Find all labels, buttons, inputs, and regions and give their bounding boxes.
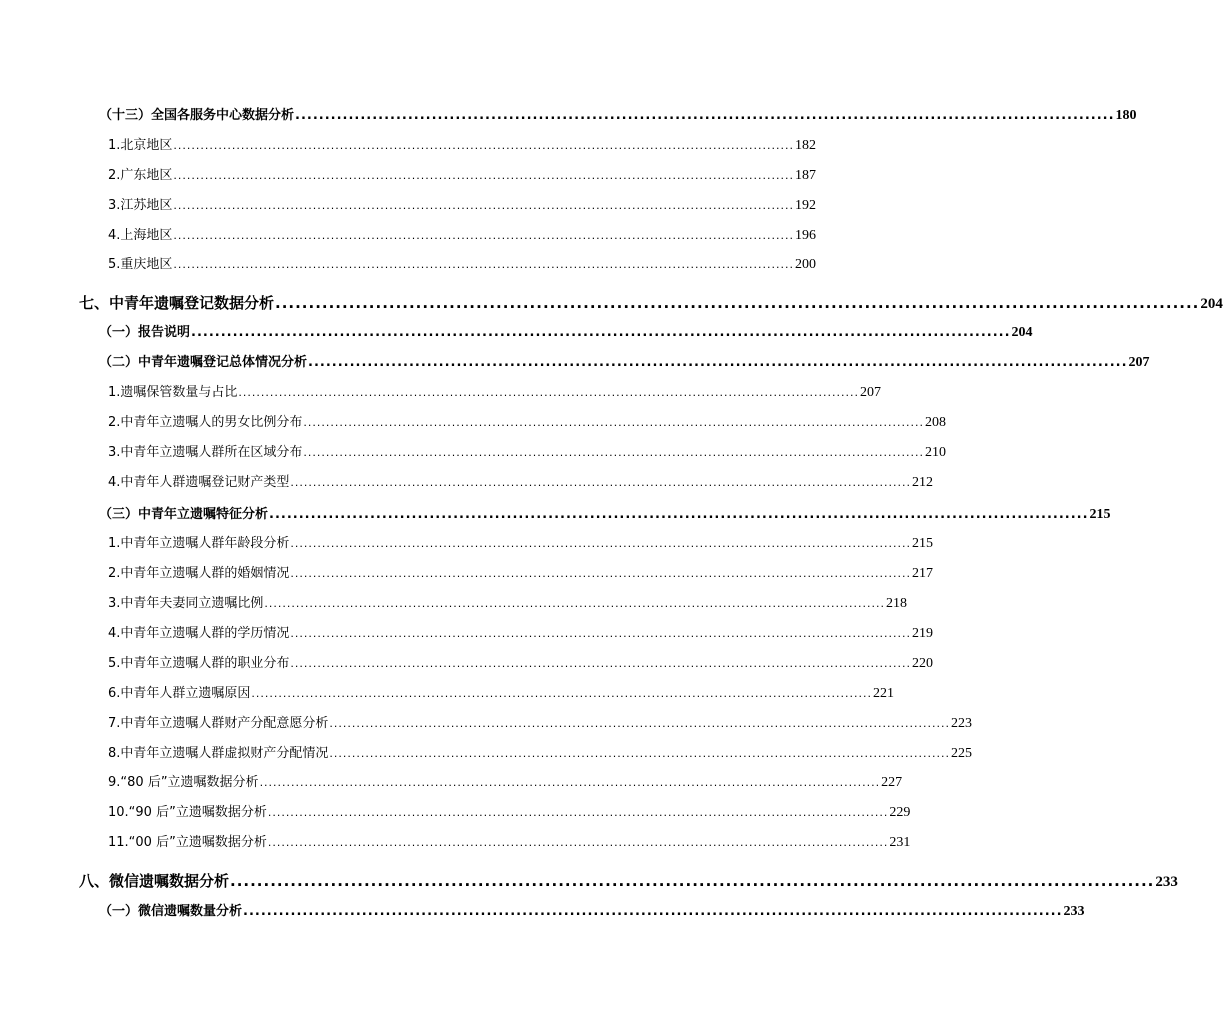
toc-leader-dots: .......................................................................................................................................... — [290, 657, 911, 670]
toc-entry-page: 187 — [794, 168, 816, 183]
toc-entry-chapter-8[interactable] — [79, 871, 1178, 891]
toc-entry-page: 218 — [885, 596, 907, 611]
toc-entry-label: 5.中青年立遗嘱人群的职业分布 — [108, 656, 290, 671]
toc-leader-dots: .......................................................................................................................................... — [290, 476, 911, 489]
toc-entry-characteristics[interactable] — [99, 505, 1111, 525]
toc-leader-dots: .......................................................................................................................................... — [329, 747, 950, 760]
toc-entry-page: 231 — [889, 835, 911, 850]
toc-entry-page: 215 — [911, 536, 933, 551]
toc-entry-guangdong[interactable] — [108, 166, 816, 186]
toc-entry-page: 192 — [794, 198, 816, 213]
toc-entry-custody-count[interactable] — [108, 383, 881, 403]
toc-entry-label: 4.上海地区 — [108, 228, 173, 243]
toc-entry-label: 5.重庆地区 — [108, 257, 173, 272]
toc-leader-dots: .......................................................................................................................................... — [290, 567, 911, 580]
toc-entry-page: 196 — [794, 228, 816, 243]
toc-entry-page: 223 — [950, 716, 972, 731]
toc-entry-label: 2.广东地区 — [108, 168, 173, 183]
toc-entry-page: 219 — [911, 626, 933, 641]
toc-entry-page: 204 — [1200, 296, 1223, 312]
toc-leader-dots: .......................................................................................................................................... — [308, 355, 1128, 370]
toc-entry-overall-analysis[interactable] — [99, 353, 1150, 373]
toc-entry-label: 八、微信遗嘱数据分析 — [79, 872, 230, 890]
toc-entry-page: 180 — [1115, 108, 1137, 123]
toc-leader-dots: .......................................................................................................................................... — [259, 776, 881, 789]
toc-leader-dots: .......................................................................................................................................... — [230, 872, 1155, 890]
toc-leader-dots: .......................................................................................................................................... — [267, 836, 889, 849]
toc-entry-page: 207 — [1128, 355, 1150, 370]
toc-entry-page: 233 — [1155, 874, 1178, 890]
toc-leader-dots: .......................................................................................................................................... — [275, 294, 1200, 312]
toc-entry-label: 4.中青年人群遗嘱登记财产类型 — [108, 475, 290, 490]
toc-entry-label: 2.中青年立遗嘱人的男女比例分布 — [108, 415, 303, 430]
toc-entry-section-13[interactable] — [99, 106, 1137, 126]
toc-entry-page: 204 — [1011, 325, 1033, 340]
toc-entry-label: 七、中青年遗嘱登记数据分析 — [79, 294, 275, 312]
toc-entry-joint-wills[interactable] — [108, 594, 907, 614]
toc-entry-shanghai[interactable] — [108, 226, 816, 246]
toc-entry-label: 3.江苏地区 — [108, 198, 173, 213]
toc-leader-dots: .......................................................................................................................................... — [329, 717, 950, 730]
toc-entry-page: 207 — [859, 385, 881, 400]
toc-entry-page: 233 — [1063, 904, 1085, 919]
toc-entry-label: （十三）全国各服务中心数据分析 — [99, 108, 295, 123]
toc-entry-label: 8.中青年立遗嘱人群虚拟财产分配情况 — [108, 746, 329, 761]
toc-entry-label: （一）微信遗嘱数量分析 — [99, 904, 243, 919]
toc-leader-dots: .......................................................................................................................................... — [290, 537, 911, 550]
toc-leader-dots: .......................................................................................................................................... — [173, 199, 794, 212]
toc-entry-marital-status[interactable] — [108, 564, 933, 584]
toc-entry-post-80s[interactable] — [108, 773, 903, 793]
toc-entry-page: 210 — [924, 445, 946, 460]
toc-entry-label: 3.中青年夫妻同立遗嘱比例 — [108, 596, 264, 611]
toc-entry-reasons[interactable] — [108, 684, 894, 704]
toc-leader-dots: .......................................................................................................................................... — [269, 507, 1089, 522]
toc-entry-label: 1.北京地区 — [108, 138, 173, 153]
toc-entry-distribution-wishes[interactable] — [108, 714, 972, 734]
toc-entry-wechat-count[interactable] — [99, 902, 1085, 922]
toc-leader-dots: .......................................................................................................................................... — [290, 627, 911, 640]
toc-entry-age-groups[interactable] — [108, 534, 933, 554]
toc-leader-dots: .......................................................................................................................................... — [251, 687, 872, 700]
toc-entry-post-00s[interactable] — [108, 833, 911, 853]
toc-entry-label: 3.中青年立遗嘱人群所在区域分布 — [108, 445, 303, 460]
toc-entry-label: 6.中青年人群立遗嘱原因 — [108, 686, 251, 701]
toc-entry-page: 208 — [924, 415, 946, 430]
toc-entry-page: 217 — [911, 566, 933, 581]
toc-entry-chapter-7[interactable] — [79, 293, 1223, 313]
toc-entry-label: 4.中青年立遗嘱人群的学历情况 — [108, 626, 290, 641]
toc-entry-label: （三）中青年立遗嘱特征分析 — [99, 507, 269, 522]
toc-entry-label: （二）中青年遗嘱登记总体情况分析 — [99, 355, 308, 370]
toc-leader-dots: .......................................................................................................................................... — [295, 108, 1115, 123]
toc-entry-label: 11.“00 后”立遗嘱数据分析 — [108, 835, 267, 850]
toc-entry-page: 182 — [794, 138, 816, 153]
toc-entry-education[interactable] — [108, 624, 933, 644]
toc-leader-dots: .......................................................................................................................................... — [173, 139, 794, 152]
toc-entry-page: 200 — [794, 257, 816, 272]
toc-entry-label: 9.“80 后”立遗嘱数据分析 — [108, 775, 259, 790]
toc-entry-post-90s[interactable] — [108, 803, 911, 823]
toc-entry-page: 227 — [881, 775, 903, 790]
toc-entry-page: 225 — [950, 746, 972, 761]
toc-entry-label: 1.中青年立遗嘱人群年龄段分析 — [108, 536, 290, 551]
toc-leader-dots: .......................................................................................................................................... — [173, 229, 794, 242]
toc-entry-page: 229 — [889, 805, 911, 820]
toc-entry-page: 221 — [872, 686, 894, 701]
toc-entry-page: 215 — [1089, 507, 1111, 522]
toc-entry-page: 220 — [911, 656, 933, 671]
toc-entry-label: 10.“90 后”立遗嘱数据分析 — [108, 805, 267, 820]
toc-leader-dots: .......................................................................................................................................... — [267, 806, 889, 819]
toc-entry-region-distribution[interactable] — [108, 443, 946, 463]
toc-entry-occupation[interactable] — [108, 654, 933, 674]
toc-entry-gender-ratio[interactable] — [108, 413, 946, 433]
toc-leader-dots: .......................................................................................................................................... — [303, 446, 924, 459]
toc-entry-virtual-assets[interactable] — [108, 744, 972, 764]
toc-entry-label: 1.遗嘱保管数量与占比 — [108, 385, 238, 400]
toc-leader-dots: .......................................................................................................................................... — [264, 597, 885, 610]
toc-entry-page: 212 — [911, 475, 933, 490]
toc-leader-dots: .......................................................................................................................................... — [173, 258, 794, 271]
toc-entry-property-types[interactable] — [108, 473, 933, 493]
toc-entry-jiangsu[interactable] — [108, 196, 816, 216]
toc-leader-dots: .......................................................................................................................................... — [303, 416, 924, 429]
toc-entry-label: （一）报告说明 — [99, 325, 191, 340]
toc-leader-dots: .......................................................................................................................................... — [191, 325, 1011, 340]
toc-leader-dots: .......................................................................................................................................... — [243, 904, 1063, 919]
toc-leader-dots: .......................................................................................................................................... — [238, 386, 859, 399]
toc-entry-report-notes[interactable] — [99, 323, 1033, 343]
toc-leader-dots: .......................................................................................................................................... — [173, 169, 794, 182]
toc-entry-label: 2.中青年立遗嘱人群的婚姻情况 — [108, 566, 290, 581]
toc-entry-label: 7.中青年立遗嘱人群财产分配意愿分析 — [108, 716, 329, 731]
toc-entry-chongqing[interactable] — [108, 255, 816, 275]
toc-entry-beijing[interactable] — [108, 136, 816, 156]
